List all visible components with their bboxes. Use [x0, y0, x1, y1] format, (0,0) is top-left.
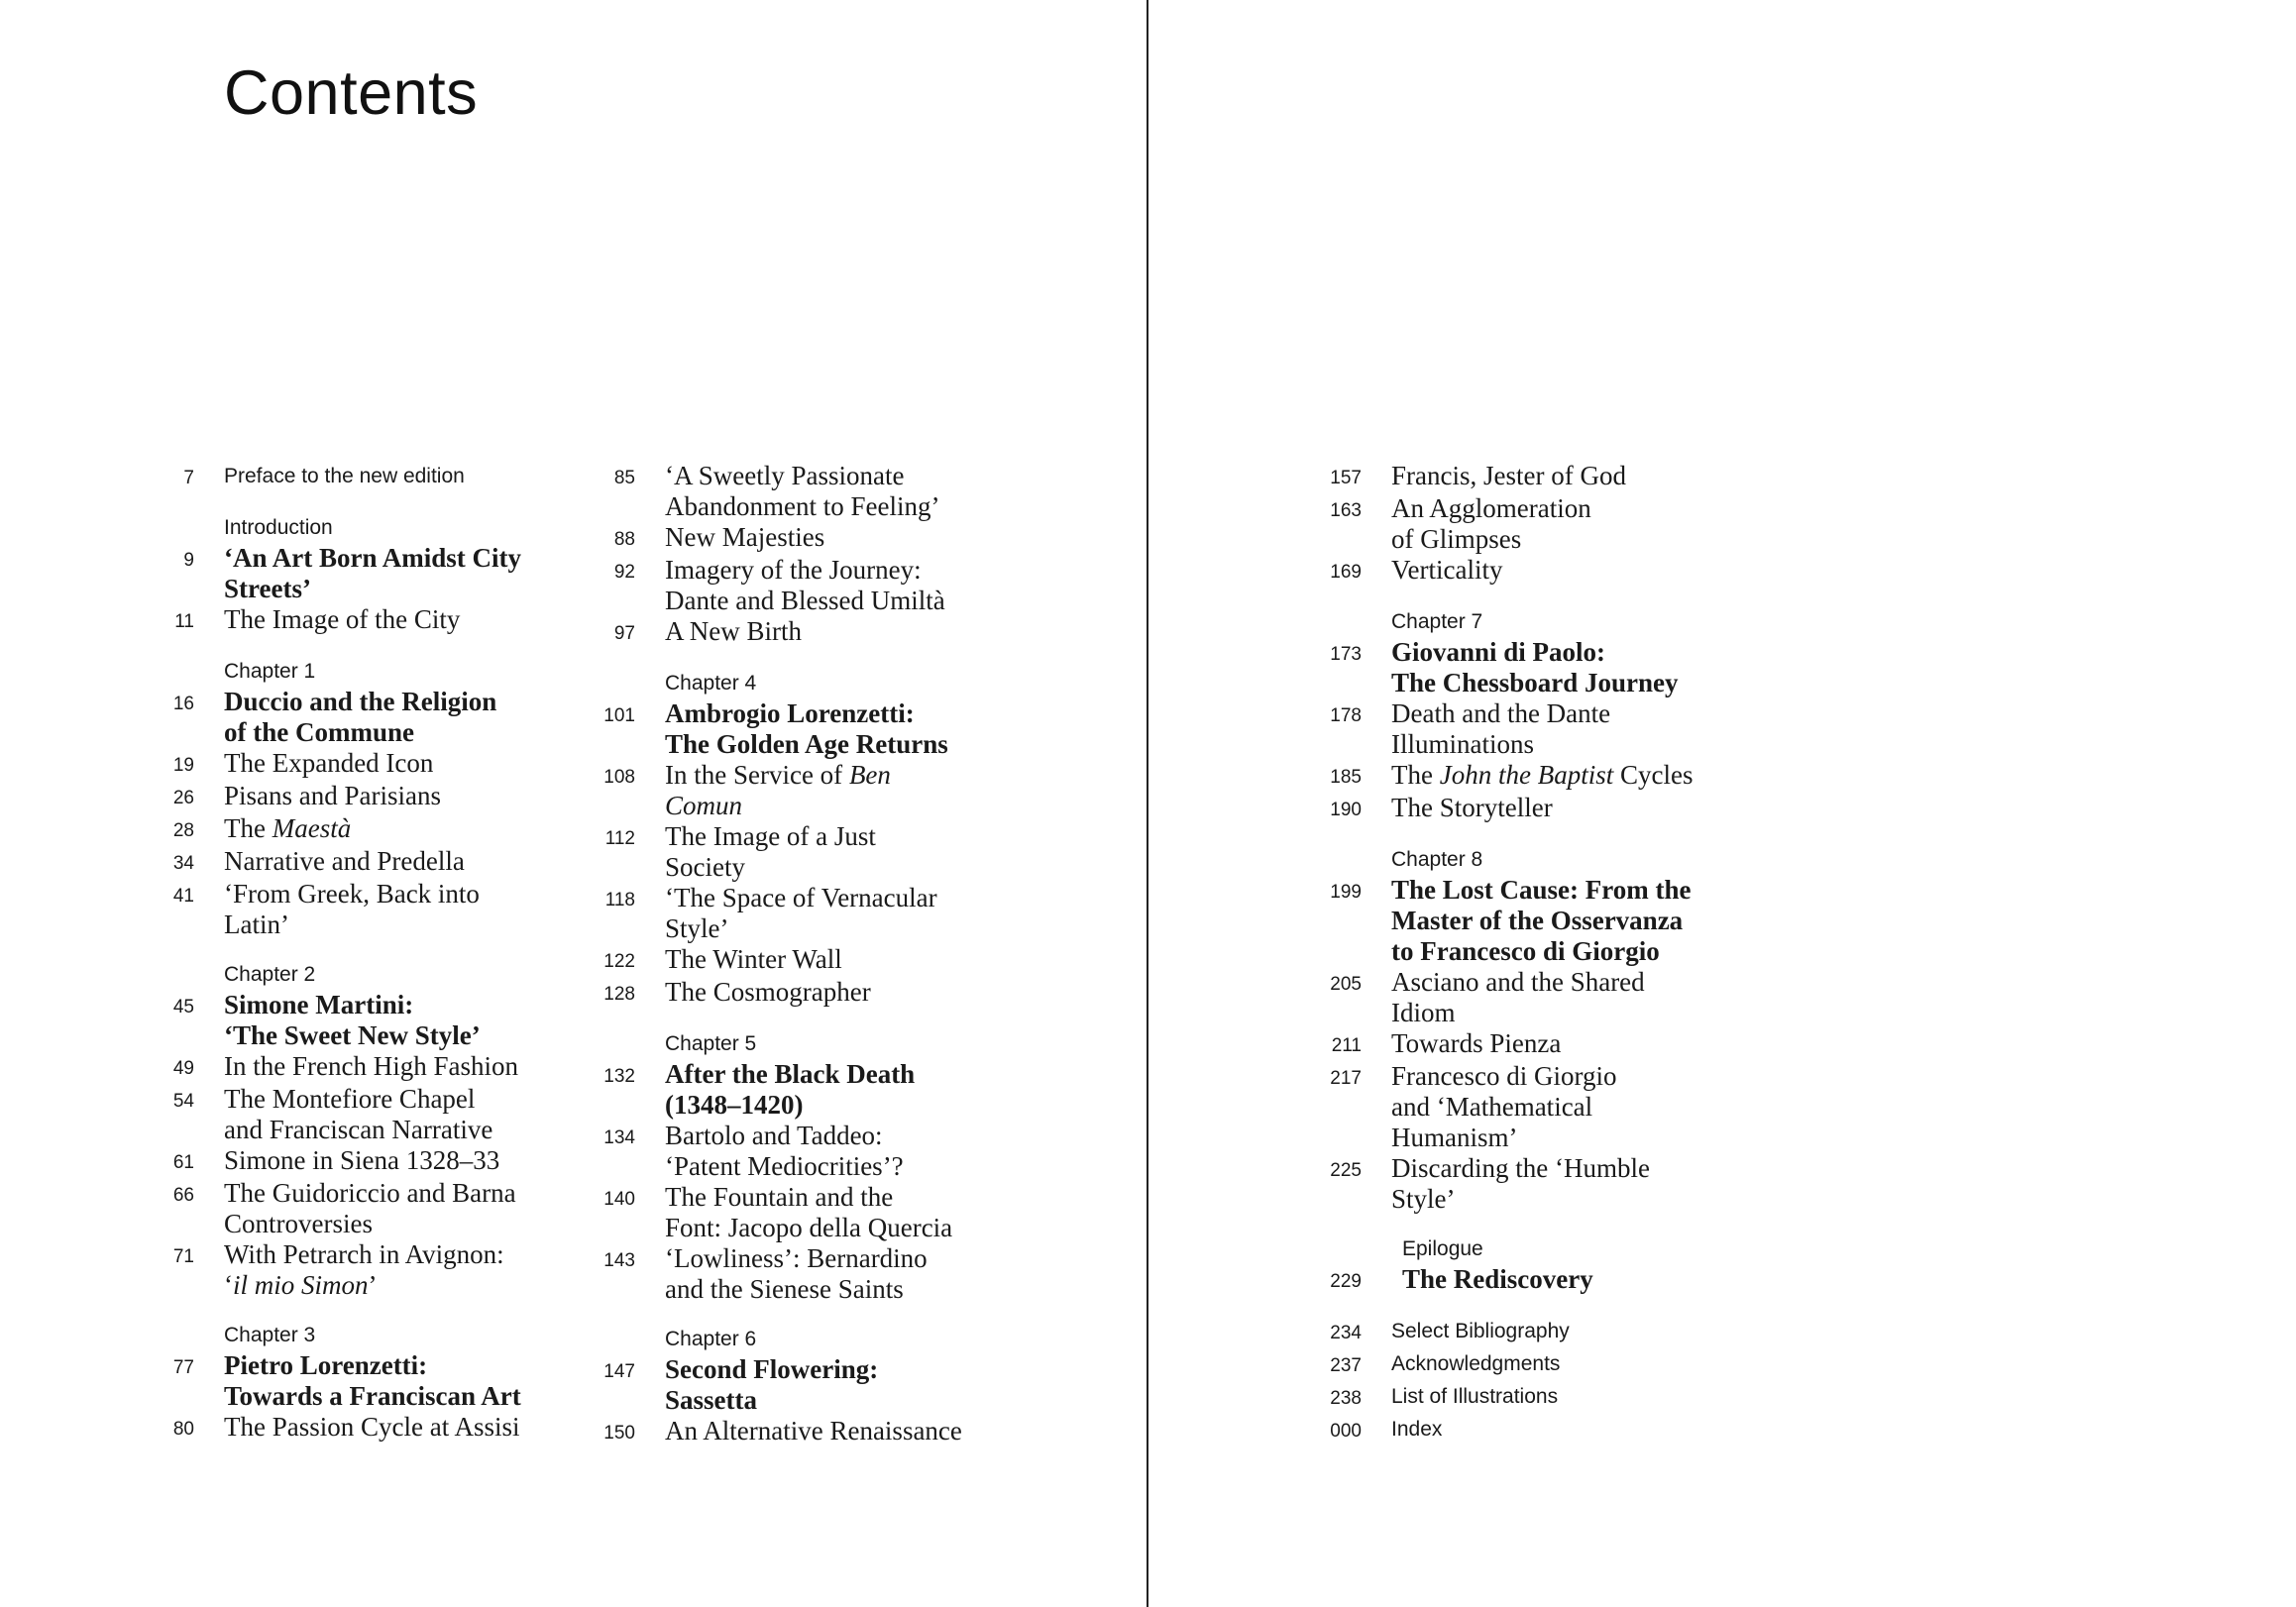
page-number: 101: [603, 705, 635, 726]
entry-title: Bartolo and Taddeo: ‘Patent Mediocrities’?: [665, 1121, 904, 1181]
page-number: 238: [1330, 1388, 1362, 1409]
page-number: 229: [1330, 1271, 1362, 1292]
toc-entry-backmatter[interactable]: [1326, 1316, 1742, 1348]
page-number: 85: [613, 468, 635, 488]
page-number: 66: [172, 1185, 194, 1206]
toc-entry[interactable]: [1326, 698, 1742, 760]
page-spine-divider: [1147, 0, 1148, 1607]
page-number: 80: [172, 1419, 194, 1440]
toc-entry[interactable]: [159, 1350, 575, 1412]
toc-entry[interactable]: [159, 543, 575, 604]
toc-entry[interactable]: [159, 748, 575, 781]
entry-title: The Storyteller: [1391, 793, 1553, 822]
toc-entry[interactable]: [159, 781, 575, 813]
chapter-title: The Lost Cause: From the Master of the Osservanza to Francesco di Giorgio: [1391, 875, 1692, 966]
page-number: 9: [183, 550, 194, 571]
toc-entry[interactable]: [600, 698, 1016, 760]
page-number: 11: [174, 611, 194, 632]
page-number: 173: [1330, 644, 1362, 665]
page-number: 185: [1330, 767, 1362, 788]
chapter-label: Chapter 1: [224, 660, 316, 683]
page-number: 225: [1330, 1160, 1362, 1181]
toc-entry[interactable]: [1326, 967, 1742, 1028]
entry-title: New Majesties: [665, 522, 825, 552]
toc-entry[interactable]: [600, 883, 1016, 944]
chapter-title: Ambrogio Lorenzetti: The Golden Age Returns: [665, 698, 948, 759]
entry-title: ‘Lowliness’: Bernardino and the Sienese Saints: [665, 1243, 928, 1304]
page-number: 234: [1330, 1323, 1362, 1343]
page-number: 157: [1330, 468, 1362, 488]
toc-entry-backmatter[interactable]: [1326, 1381, 1742, 1414]
entry-title: The Winter Wall: [665, 944, 842, 974]
page-number: 34: [172, 853, 194, 874]
entry-title: Simone in Siena 1328–33: [224, 1145, 500, 1175]
entry-title: Acknowledgments: [1391, 1352, 1561, 1375]
entry-title: The John the Baptist Cycles: [1391, 760, 1694, 790]
page-number: 26: [172, 788, 194, 808]
toc-column-2: [600, 461, 1016, 1448]
page-number: 28: [172, 820, 194, 841]
entry-title: With Petrarch in Avignon: ‘il mio Simon’: [224, 1239, 504, 1300]
toc-entry[interactable]: [1326, 555, 1742, 588]
page-number: 45: [172, 997, 194, 1018]
page-number: 000: [1330, 1421, 1362, 1442]
entry-title: Francis, Jester of God: [1391, 461, 1626, 490]
page-number: 147: [603, 1361, 635, 1382]
page-number: 178: [1330, 705, 1362, 726]
entry-title: ‘From Greek, Back into Latin’: [224, 879, 480, 939]
entry-title: Discarding the ‘Humble Style’: [1391, 1153, 1650, 1214]
toc-entry-backmatter[interactable]: [1326, 1348, 1742, 1381]
entry-title: An Alternative Renaissance: [665, 1416, 962, 1446]
toc-entry[interactable]: [600, 760, 1016, 821]
toc-entry[interactable]: [600, 1059, 1016, 1121]
page-number: 150: [603, 1423, 635, 1444]
page-number: 49: [172, 1058, 194, 1079]
section-label-introduction: Introduction: [224, 516, 333, 539]
chapter-title: Simone Martini: ‘The Sweet New Style’: [224, 990, 481, 1050]
toc-entry[interactable]: [159, 1145, 575, 1178]
toc-entry[interactable]: [159, 813, 575, 846]
page-number: 88: [613, 529, 635, 550]
page-number: 128: [603, 984, 635, 1005]
chapter-label: Chapter 2: [224, 963, 316, 986]
chapter-label: Chapter 4: [665, 672, 757, 695]
chapter-label: Chapter 7: [1391, 610, 1483, 633]
page-number: 71: [172, 1246, 194, 1267]
entry-title: ‘A Sweetly Passionate Abandonment to Feeling’: [665, 461, 940, 521]
toc-entry-backmatter[interactable]: [1326, 1414, 1742, 1446]
entry-title: ‘The Space of Vernacular Style’: [665, 883, 937, 943]
page-number: 41: [172, 886, 194, 907]
chapter-title: Duccio and the Religion of the Commune: [224, 687, 497, 747]
toc-entry[interactable]: [1326, 493, 1742, 555]
chapter-title: Giovanni di Paolo: The Chessboard Journey: [1391, 637, 1679, 697]
entry-title: An Agglomeration of Glimpses: [1391, 493, 1591, 554]
page-number: 217: [1330, 1068, 1362, 1089]
toc-entry[interactable]: [600, 522, 1016, 555]
entry-title: Preface to the new edition: [224, 465, 465, 487]
toc-entry[interactable]: [1326, 461, 1742, 493]
toc-entry[interactable]: [600, 944, 1016, 977]
chapter-label: Chapter 6: [665, 1328, 757, 1350]
toc-entry-preface[interactable]: [159, 461, 575, 493]
page-number: 143: [603, 1250, 635, 1271]
toc-entry[interactable]: [1326, 1153, 1742, 1215]
toc-entry[interactable]: [1326, 1061, 1742, 1153]
entry-title: The Montefiore Chapel and Franciscan Narrative: [224, 1084, 493, 1144]
entry-title: ‘An Art Born Amidst City Streets’: [224, 543, 522, 603]
toc-entry[interactable]: [159, 687, 575, 748]
page-number: 237: [1330, 1355, 1362, 1376]
chapter-label: Chapter 3: [224, 1324, 316, 1346]
entry-title: The Fountain and the Font: Jacopo della Quercia: [665, 1182, 953, 1242]
toc-entry[interactable]: [1326, 760, 1742, 793]
page-number: 112: [604, 828, 635, 849]
page-number: 132: [603, 1066, 635, 1087]
entry-title: The Maestà: [224, 813, 352, 843]
toc-entry[interactable]: [159, 879, 575, 940]
chapter-title: The Rediscovery: [1402, 1264, 1593, 1294]
chapter-label: Chapter 8: [1391, 848, 1483, 871]
entry-title: In the French High Fashion: [224, 1051, 518, 1081]
page-number: 118: [604, 890, 635, 911]
page-number: 54: [172, 1091, 194, 1112]
page-number: 97: [613, 623, 635, 644]
toc-entry[interactable]: [1326, 875, 1742, 967]
entry-title: The Cosmographer: [665, 977, 871, 1007]
entry-title: The Passion Cycle at Assisi: [224, 1412, 520, 1442]
toc-entry[interactable]: [159, 604, 575, 637]
entry-title: List of Illustrations: [1391, 1385, 1559, 1408]
page-number: 108: [603, 767, 635, 788]
page-title: Contents: [224, 58, 479, 128]
toc-entry[interactable]: [600, 1182, 1016, 1243]
chapter-title: Second Flowering: Sassetta: [665, 1354, 879, 1415]
entry-title: Verticality: [1391, 555, 1503, 585]
toc-entry[interactable]: [159, 990, 575, 1051]
toc-entry[interactable]: [159, 846, 575, 879]
toc-entry[interactable]: [600, 555, 1016, 616]
page-number: 92: [613, 562, 635, 583]
page-number: 140: [603, 1189, 635, 1210]
page-number: 61: [172, 1152, 194, 1173]
toc-entry[interactable]: [600, 1354, 1016, 1416]
entry-title: Towards Pienza: [1391, 1028, 1562, 1058]
page-number: 122: [603, 951, 635, 972]
entry-title: Francesco di Giorgio and ‘Mathematical Humanism’: [1391, 1061, 1617, 1152]
toc-entry[interactable]: [600, 1243, 1016, 1305]
toc-column-1: [159, 461, 575, 1445]
entry-title: In the Service of Ben Comun: [665, 760, 891, 820]
page-number: 163: [1330, 500, 1362, 521]
page-number: 205: [1330, 974, 1362, 995]
entry-title: The Guidoriccio and Barna Controversies: [224, 1178, 516, 1238]
entry-title: Asciano and the Shared Idiom: [1391, 967, 1645, 1027]
chapter-label: Chapter 5: [665, 1032, 757, 1055]
entry-title: The Image of the City: [224, 604, 461, 634]
entry-title: Imagery of the Journey: Dante and Blessed Umiltà: [665, 555, 945, 615]
page-number: 134: [603, 1127, 635, 1148]
toc-entry[interactable]: [159, 1239, 575, 1301]
toc-entry[interactable]: [1326, 1264, 1742, 1297]
page-number: 190: [1330, 800, 1362, 820]
page-number: 211: [1331, 1035, 1362, 1056]
entry-title: Select Bibliography: [1391, 1320, 1570, 1342]
entry-title: Death and the Dante Illuminations: [1391, 698, 1611, 759]
page-number: 77: [172, 1357, 194, 1378]
toc-entry[interactable]: [600, 821, 1016, 883]
page-number: 19: [172, 755, 194, 776]
toc-entry[interactable]: [159, 1051, 575, 1084]
toc-column-3: [1326, 461, 1742, 1446]
toc-entry[interactable]: [159, 1178, 575, 1239]
entry-title: Index: [1391, 1418, 1443, 1441]
toc-entry[interactable]: [1326, 1028, 1742, 1061]
page-number: 199: [1330, 882, 1362, 903]
toc-entry[interactable]: [600, 1121, 1016, 1182]
page-number: 7: [183, 468, 194, 488]
chapter-title: Pietro Lorenzetti: Towards a Franciscan Art: [224, 1350, 521, 1411]
chapter-title: After the Black Death (1348–1420): [665, 1059, 916, 1120]
entry-title: A New Birth: [665, 616, 802, 646]
entry-title: The Image of a Just Society: [665, 821, 876, 882]
toc-entry[interactable]: [1326, 637, 1742, 698]
toc-entry[interactable]: [159, 1084, 575, 1145]
entry-title: Narrative and Predella: [224, 846, 465, 876]
toc-entry[interactable]: [1326, 793, 1742, 825]
entry-title: The Expanded Icon: [224, 748, 434, 778]
toc-entry[interactable]: [600, 616, 1016, 649]
section-label-epilogue: Epilogue: [1402, 1237, 1483, 1260]
toc-entry[interactable]: [600, 977, 1016, 1010]
toc-entry[interactable]: [159, 1412, 575, 1445]
toc-entry[interactable]: [600, 1416, 1016, 1448]
page-number: 169: [1330, 562, 1362, 583]
entry-title: Pisans and Parisians: [224, 781, 441, 810]
page-number: 16: [172, 694, 194, 714]
toc-entry[interactable]: [600, 461, 1016, 522]
